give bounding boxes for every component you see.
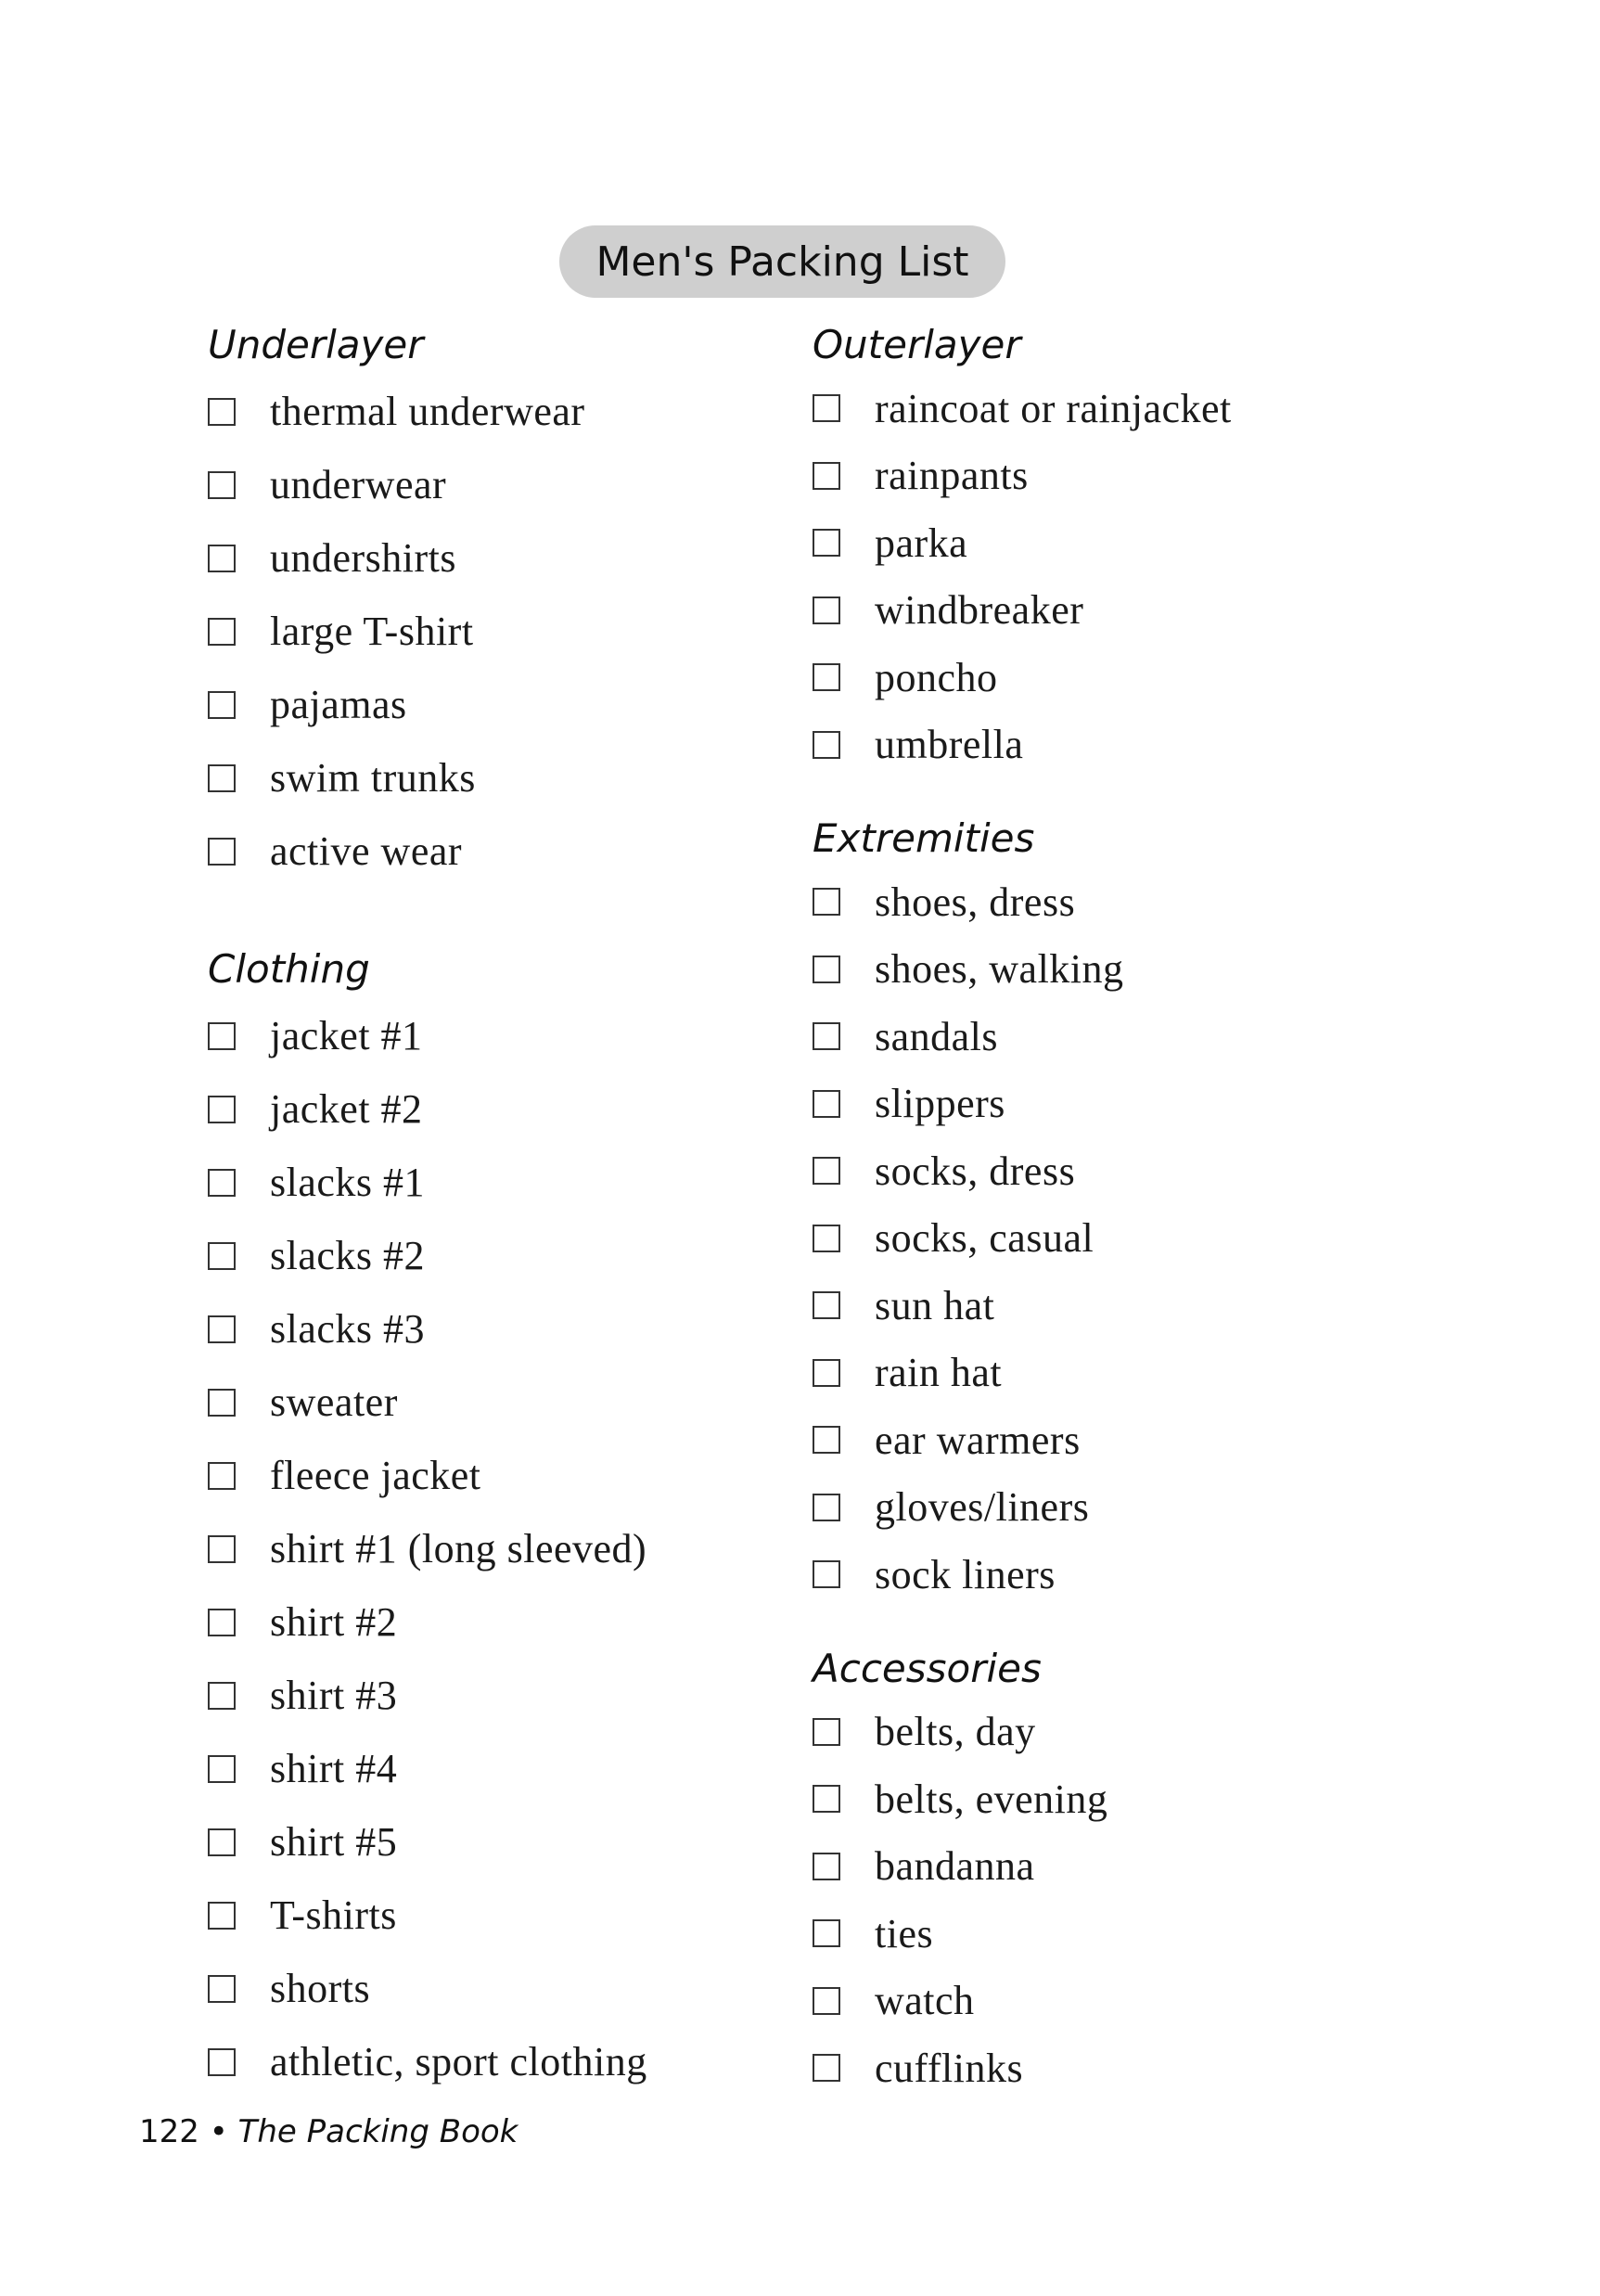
checklist-item[interactable] bbox=[208, 1366, 783, 1439]
checkbox[interactable] bbox=[208, 1535, 236, 1563]
checkbox[interactable] bbox=[208, 398, 236, 426]
checklist-item[interactable] bbox=[208, 1879, 783, 1952]
item-label: rainpants bbox=[875, 453, 1029, 499]
checkbox[interactable] bbox=[208, 1902, 236, 1930]
item-label: sock liners bbox=[875, 1551, 1056, 1597]
checkbox[interactable] bbox=[208, 471, 236, 499]
checkbox[interactable] bbox=[208, 1242, 236, 1270]
checkbox[interactable] bbox=[813, 1560, 840, 1588]
checklist-item[interactable] bbox=[813, 1340, 1388, 1407]
checkbox[interactable] bbox=[208, 1315, 236, 1343]
checkbox[interactable] bbox=[208, 1755, 236, 1783]
checklist-item[interactable] bbox=[208, 1952, 783, 2025]
checklist-item[interactable] bbox=[208, 2025, 783, 2098]
checklist-item[interactable] bbox=[208, 668, 783, 741]
item-label: sun hat bbox=[875, 1282, 995, 1328]
item-label: jacket #2 bbox=[270, 1086, 423, 1132]
checklist-item[interactable] bbox=[813, 1071, 1388, 1138]
checklist-item[interactable] bbox=[208, 1219, 783, 1292]
section-clothing bbox=[208, 940, 783, 2098]
checkbox[interactable] bbox=[208, 1462, 236, 1490]
item-label: undershirts bbox=[270, 535, 457, 581]
checklist-item[interactable] bbox=[208, 1146, 783, 1219]
footer-separator: • bbox=[209, 2113, 228, 2150]
checklist-item[interactable] bbox=[208, 1585, 783, 1659]
item-label: belts, evening bbox=[875, 1776, 1108, 1822]
item-label: rain hat bbox=[875, 1350, 1003, 1396]
checkbox[interactable] bbox=[208, 838, 236, 866]
item-label: ties bbox=[875, 1910, 934, 1956]
item-label: windbreaker bbox=[875, 587, 1084, 634]
checkbox[interactable] bbox=[813, 1853, 840, 1880]
item-label: cufflinks bbox=[875, 2045, 1024, 2091]
checklist-item[interactable] bbox=[813, 1406, 1388, 1474]
item-label: ear warmers bbox=[875, 1417, 1081, 1463]
item-label: shirt #1 (long sleeved) bbox=[270, 1526, 647, 1571]
checklist-item[interactable] bbox=[813, 1137, 1388, 1205]
checklist-item[interactable] bbox=[208, 1512, 783, 1585]
checklist-item[interactable] bbox=[208, 815, 783, 888]
checklist-item[interactable] bbox=[813, 577, 1388, 645]
item-label: underwear bbox=[270, 462, 447, 507]
item-label: shirt #3 bbox=[270, 1673, 398, 1718]
checkbox[interactable] bbox=[813, 1494, 840, 1521]
item-label: shorts bbox=[270, 1966, 371, 2011]
checklist-item[interactable] bbox=[813, 644, 1388, 712]
checkbox[interactable] bbox=[208, 1975, 236, 2003]
checklist-item[interactable] bbox=[208, 1805, 783, 1879]
checklist-item[interactable] bbox=[208, 1439, 783, 1512]
checkbox[interactable] bbox=[813, 1090, 840, 1118]
checkbox[interactable] bbox=[813, 956, 840, 983]
item-label: pajamas bbox=[270, 682, 407, 727]
checkbox[interactable] bbox=[813, 1987, 840, 2015]
checkbox[interactable] bbox=[208, 1389, 236, 1417]
checklist-item[interactable] bbox=[813, 509, 1388, 577]
checkbox[interactable] bbox=[813, 2054, 840, 2082]
item-label: parka bbox=[875, 519, 968, 566]
item-label: poncho bbox=[875, 654, 998, 700]
item-label: swim trunks bbox=[270, 755, 476, 801]
checklist-item[interactable] bbox=[208, 595, 783, 668]
checklist-item[interactable] bbox=[813, 712, 1388, 779]
section-heading: Underlayer bbox=[208, 322, 424, 367]
item-label: sweater bbox=[270, 1379, 398, 1425]
checkbox[interactable] bbox=[813, 1157, 840, 1185]
checklist-item[interactable] bbox=[813, 1541, 1388, 1609]
item-label: sandals bbox=[875, 1013, 999, 1059]
checklist-item[interactable] bbox=[208, 1659, 783, 1732]
checkbox[interactable] bbox=[813, 1785, 840, 1813]
item-label: slacks #1 bbox=[270, 1160, 426, 1205]
checkbox[interactable] bbox=[813, 462, 840, 490]
checklist-item[interactable] bbox=[813, 1833, 1388, 1901]
checklist-item[interactable] bbox=[813, 443, 1388, 510]
right-column bbox=[813, 315, 1388, 2102]
item-label: shirt #2 bbox=[270, 1599, 398, 1645]
checklist-item[interactable] bbox=[813, 2034, 1388, 2102]
section-outerlayer bbox=[813, 315, 1388, 778]
page-number: 122 bbox=[139, 2113, 199, 2150]
item-label: shoes, walking bbox=[875, 946, 1124, 993]
item-label: shirt #5 bbox=[270, 1819, 398, 1865]
checklist-item[interactable] bbox=[813, 1003, 1388, 1071]
item-label: slippers bbox=[875, 1081, 1005, 1127]
item-label: large T-shirt bbox=[270, 609, 474, 654]
checklist-item[interactable] bbox=[208, 741, 783, 815]
section-extremities bbox=[813, 809, 1388, 1609]
section-heading: Outerlayer bbox=[813, 322, 1021, 367]
checkbox[interactable] bbox=[813, 663, 840, 691]
item-label: socks, dress bbox=[875, 1148, 1076, 1194]
checkbox[interactable] bbox=[208, 691, 236, 719]
checklist-item[interactable] bbox=[813, 936, 1388, 1004]
item-label: active wear bbox=[270, 828, 463, 874]
checkbox[interactable] bbox=[208, 2048, 236, 2076]
item-label: belts, day bbox=[875, 1709, 1036, 1755]
item-label: bandanna bbox=[875, 1843, 1035, 1890]
item-label: athletic, sport clothing bbox=[270, 2039, 647, 2084]
item-label: slacks #2 bbox=[270, 1233, 426, 1278]
item-label: jacket #1 bbox=[270, 1013, 423, 1058]
item-label: T-shirts bbox=[270, 1892, 397, 1938]
checkbox[interactable] bbox=[208, 1096, 236, 1123]
item-label: raincoat or rainjacket bbox=[875, 385, 1232, 431]
checkbox[interactable] bbox=[208, 1828, 236, 1856]
checkbox[interactable] bbox=[813, 888, 840, 916]
item-label: shoes, dress bbox=[875, 879, 1076, 925]
checklist-item[interactable] bbox=[208, 1292, 783, 1366]
item-label: socks, casual bbox=[875, 1215, 1094, 1262]
checkbox[interactable] bbox=[208, 1609, 236, 1636]
item-label: umbrella bbox=[875, 722, 1024, 768]
checkbox[interactable] bbox=[208, 1169, 236, 1197]
checkbox[interactable] bbox=[813, 394, 840, 422]
item-label: fleece jacket bbox=[270, 1453, 481, 1498]
checkbox[interactable] bbox=[208, 545, 236, 572]
item-label: gloves/liners bbox=[875, 1484, 1090, 1531]
item-label: shirt #4 bbox=[270, 1746, 398, 1791]
checklist-item[interactable] bbox=[208, 1732, 783, 1805]
checkbox[interactable] bbox=[208, 618, 236, 646]
checkbox[interactable] bbox=[208, 1682, 236, 1710]
checkbox[interactable] bbox=[813, 1919, 840, 1947]
checklist-item[interactable] bbox=[208, 375, 783, 448]
checkbox[interactable] bbox=[813, 731, 840, 759]
checklist-item[interactable] bbox=[813, 868, 1388, 936]
checkbox[interactable] bbox=[813, 1291, 840, 1319]
checklist-item[interactable] bbox=[208, 521, 783, 595]
page-footer bbox=[139, 2113, 518, 2150]
checkbox[interactable] bbox=[813, 1426, 840, 1454]
checklist-item[interactable] bbox=[813, 1272, 1388, 1340]
checkbox[interactable] bbox=[208, 1022, 236, 1050]
section-heading: Extremities bbox=[813, 815, 1035, 861]
checklist-item[interactable] bbox=[813, 1765, 1388, 1833]
checklist-item[interactable] bbox=[813, 375, 1388, 443]
checklist-item[interactable] bbox=[813, 1900, 1388, 1968]
checkbox[interactable] bbox=[813, 1022, 840, 1050]
book-title: The Packing Book bbox=[237, 2113, 518, 2150]
checklist-item[interactable] bbox=[813, 1205, 1388, 1273]
checklist-item[interactable] bbox=[208, 999, 783, 1072]
checkbox[interactable] bbox=[208, 764, 236, 792]
section-accessories bbox=[813, 1639, 1388, 2102]
checkbox[interactable] bbox=[813, 1225, 840, 1252]
item-label: slacks #3 bbox=[270, 1306, 426, 1352]
item-label: thermal underwear bbox=[270, 389, 585, 434]
checklist-item[interactable] bbox=[208, 1072, 783, 1146]
section-underlayer bbox=[208, 315, 783, 888]
checkbox[interactable] bbox=[813, 596, 840, 624]
section-heading: Accessories bbox=[813, 1645, 1042, 1691]
left-column bbox=[208, 315, 783, 2098]
checklist-item[interactable] bbox=[813, 1474, 1388, 1542]
item-label: watch bbox=[875, 1978, 975, 2024]
section-heading: Clothing bbox=[208, 946, 370, 992]
checklist-item[interactable] bbox=[813, 1968, 1388, 2035]
checkbox[interactable] bbox=[813, 1359, 840, 1387]
checklist-item[interactable] bbox=[813, 1699, 1388, 1766]
checklist-item[interactable] bbox=[208, 448, 783, 521]
checkbox[interactable] bbox=[813, 1718, 840, 1746]
checkbox[interactable] bbox=[813, 529, 840, 557]
page-title: Men's Packing List bbox=[559, 225, 1005, 298]
